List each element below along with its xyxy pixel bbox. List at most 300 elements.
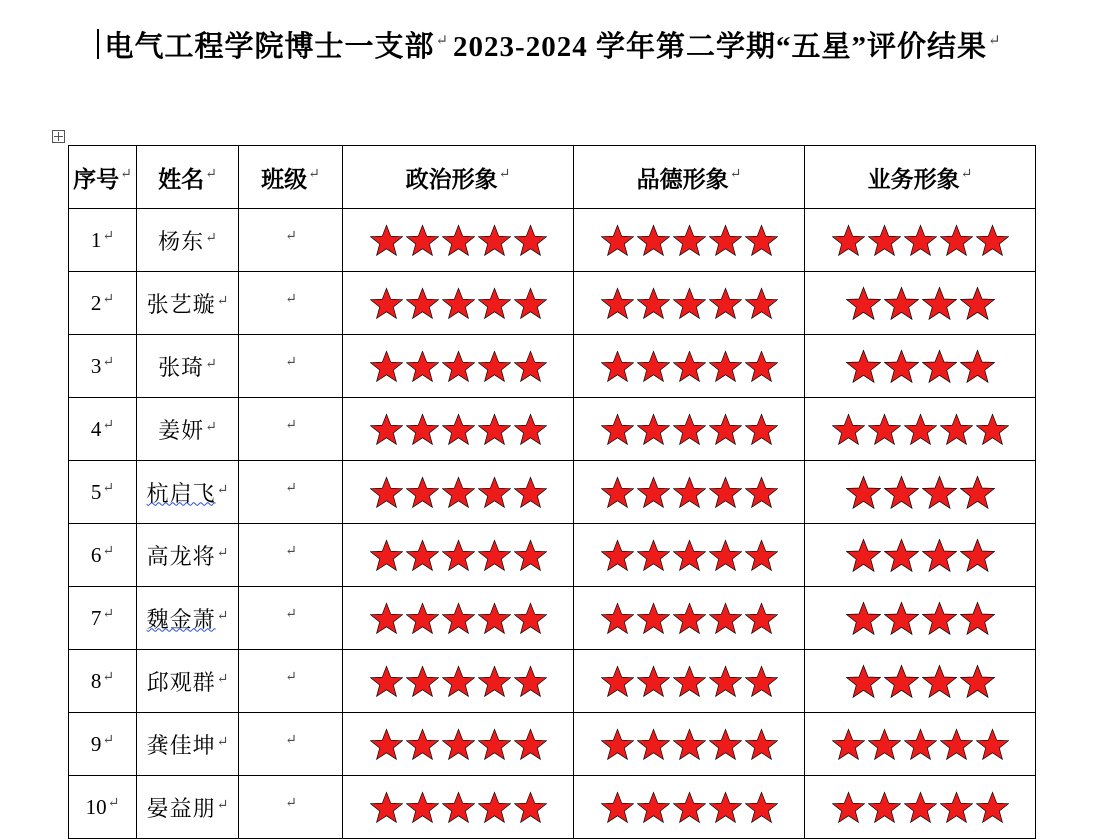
star-icon [976,413,1009,446]
star-icon [601,665,634,698]
table-row [69,713,1036,776]
evaluation-table-wrapper [68,145,1036,839]
column-header-name-label: 姓名 [158,166,205,192]
star-icon [884,664,919,699]
paragraph-mark-icon: ↵ [216,798,229,814]
paragraph-mark-icon: ↵ [216,294,229,310]
cell-business [805,398,1036,461]
column-header-index-label: 序号 [73,166,120,192]
star-icon [442,539,475,572]
paragraph-mark-icon: ↵ [960,166,973,182]
star-icon [960,349,995,384]
document-title-text-2: 2023-2024 学年第二学期“五星”评价结果 [453,31,987,63]
star-icon [884,349,919,384]
star-icon [904,791,937,824]
paragraph-mark-icon: ↵ [729,166,742,182]
row-index-value: 3 [90,353,102,378]
cell-index [69,272,137,335]
paragraph-mark-icon: ↵ [102,733,115,749]
star-icon [745,602,778,635]
star-icon [745,476,778,509]
cell-index [69,650,137,713]
column-header-name [137,146,239,209]
politics-star-rating [343,350,573,383]
politics-star-rating [343,476,573,509]
star-icon [940,728,973,761]
star-icon [514,665,547,698]
politics-star-rating [343,413,573,446]
cell-class [239,524,343,587]
paragraph-mark-icon: ↵ [498,166,511,182]
star-icon [904,224,937,257]
cell-index [69,524,137,587]
evaluation-table [68,145,1036,839]
table-row [69,461,1036,524]
star-icon [442,476,475,509]
row-name-value: 晏益朋 [146,795,216,821]
table-body [69,209,1036,839]
cell-morality [574,776,805,839]
cell-class [239,776,343,839]
star-icon [922,538,957,573]
star-icon [370,350,403,383]
cell-class [239,650,343,713]
paragraph-mark-icon: ↵ [216,735,229,751]
paragraph-mark-icon: ↵ [285,418,297,434]
cell-morality [574,713,805,776]
star-icon [637,602,670,635]
row-name-value: 邱观群 [146,669,216,695]
paragraph-mark-icon: ↵ [205,231,217,247]
paragraph-mark-icon: ↵ [285,355,297,371]
star-icon [745,665,778,698]
cell-morality [574,524,805,587]
paragraph-mark-icon: ↵ [102,355,115,371]
star-icon [673,476,706,509]
business-star-rating [805,791,1035,824]
cell-class [239,335,343,398]
star-icon [884,475,919,510]
paragraph-mark-icon: ↵ [102,229,115,245]
star-icon [960,475,995,510]
star-icon [846,475,881,510]
star-icon [370,602,403,635]
star-icon [868,791,901,824]
paragraph-mark-icon: ↵ [102,544,115,560]
star-icon [478,665,511,698]
cell-business [805,650,1036,713]
star-icon [370,665,403,698]
cell-politics [343,650,574,713]
star-icon [442,287,475,320]
cell-index [69,713,137,776]
politics-star-rating [343,287,573,320]
star-icon [832,728,865,761]
star-icon [884,601,919,636]
star-icon [745,287,778,320]
row-index-value: 10 [85,794,107,819]
cell-class [239,272,343,335]
star-icon [442,791,475,824]
star-icon [637,791,670,824]
star-icon [960,664,995,699]
star-icon [370,224,403,257]
star-icon [709,665,742,698]
morality-star-rating [574,287,804,320]
paragraph-mark-icon: ↵ [285,670,297,686]
cell-index [69,587,137,650]
star-icon [478,602,511,635]
star-icon [478,413,511,446]
star-icon [370,728,403,761]
cell-index [69,776,137,839]
cell-index [69,335,137,398]
business-star-rating [805,538,1035,573]
star-icon [922,349,957,384]
star-icon [745,350,778,383]
table-row [69,776,1036,839]
star-icon [960,286,995,321]
row-index-value: 8 [90,668,102,693]
star-icon [514,602,547,635]
column-header-politics [343,146,574,209]
star-icon [709,791,742,824]
star-icon [478,476,511,509]
paragraph-mark-icon: ↵ [285,544,297,560]
cell-index [69,461,137,524]
column-header-morality-label: 品德形象 [636,166,729,192]
star-icon [637,665,670,698]
star-icon [601,728,634,761]
politics-star-rating [343,665,573,698]
row-index-value: 6 [90,542,102,567]
paragraph-mark-icon: ↵ [102,607,115,623]
cell-morality [574,209,805,272]
star-icon [601,476,634,509]
star-icon [832,413,865,446]
star-icon [709,413,742,446]
cell-name [137,776,239,839]
star-icon [442,602,475,635]
star-icon [406,539,439,572]
star-icon [514,539,547,572]
paragraph-mark-icon: ↵ [216,546,229,562]
cell-politics [343,461,574,524]
star-icon [673,287,706,320]
cell-politics [343,335,574,398]
star-icon [370,791,403,824]
cell-politics [343,776,574,839]
star-icon [922,286,957,321]
star-icon [745,224,778,257]
star-icon [514,224,547,257]
star-icon [922,664,957,699]
cell-class [239,713,343,776]
cell-name [137,713,239,776]
star-icon [960,601,995,636]
table-row [69,272,1036,335]
cell-morality [574,335,805,398]
star-icon [940,224,973,257]
row-index-value: 2 [90,290,102,315]
star-icon [673,665,706,698]
star-icon [709,728,742,761]
paragraph-mark-icon: ↵ [987,33,1002,50]
star-icon [406,602,439,635]
star-icon [745,791,778,824]
star-icon [922,475,957,510]
star-icon [745,728,778,761]
business-star-rating [805,224,1035,257]
star-icon [442,665,475,698]
row-index-value: 4 [90,416,102,441]
star-icon [884,286,919,321]
star-icon [637,350,670,383]
business-star-rating [805,601,1035,636]
cell-class [239,461,343,524]
star-icon [904,413,937,446]
star-icon [745,539,778,572]
star-icon [745,413,778,446]
cell-name [137,272,239,335]
cell-morality [574,272,805,335]
row-name-value: 姜妍 [158,417,205,443]
paragraph-mark-icon: ↵ [285,292,297,308]
star-icon [846,601,881,636]
cell-name [137,335,239,398]
star-icon [478,791,511,824]
paragraph-mark-icon: ↵ [102,418,115,434]
star-icon [709,539,742,572]
star-icon [976,728,1009,761]
morality-star-rating [574,350,804,383]
cell-name [137,650,239,713]
cell-business [805,524,1036,587]
star-icon [478,287,511,320]
cell-business [805,209,1036,272]
paragraph-mark-icon: ↵ [435,33,450,50]
star-icon [868,728,901,761]
cell-name [137,461,239,524]
star-icon [976,224,1009,257]
cell-business [805,776,1036,839]
star-icon [940,791,973,824]
cell-politics [343,713,574,776]
paragraph-mark-icon: ↵ [102,292,115,308]
star-icon [370,413,403,446]
paragraph-mark-icon: ↵ [285,607,297,623]
star-icon [514,350,547,383]
paragraph-mark-icon: ↵ [308,166,320,182]
paragraph-mark-icon: ↵ [285,229,297,245]
cell-politics [343,209,574,272]
business-star-rating [805,475,1035,510]
cell-index [69,209,137,272]
star-icon [904,728,937,761]
star-icon [514,413,547,446]
row-name-value: 高龙将 [146,543,216,569]
politics-star-rating [343,791,573,824]
morality-star-rating [574,224,804,257]
star-icon [601,413,634,446]
star-icon [960,538,995,573]
star-icon [846,538,881,573]
row-name-value: 龚佳坤 [146,732,216,758]
star-icon [884,538,919,573]
star-icon [406,791,439,824]
star-icon [846,349,881,384]
star-icon [637,728,670,761]
paragraph-mark-icon: ↵ [102,481,115,497]
paragraph-mark-icon: ↵ [216,672,229,688]
table-row [69,209,1036,272]
star-icon [922,601,957,636]
table-row [69,335,1036,398]
star-icon [406,224,439,257]
column-header-politics-label: 政治形象 [405,166,498,192]
cell-name [137,398,239,461]
cell-politics [343,272,574,335]
star-icon [601,539,634,572]
paragraph-mark-icon: ↵ [285,481,297,497]
table-header [69,146,1036,209]
star-icon [406,287,439,320]
politics-star-rating [343,539,573,572]
paragraph-mark-icon: ↵ [285,733,297,749]
paragraph-mark-icon: ↵ [107,796,120,812]
cell-business [805,335,1036,398]
star-icon [832,224,865,257]
star-icon [442,350,475,383]
star-icon [514,728,547,761]
row-name-value: 张琦 [158,354,205,380]
star-icon [406,476,439,509]
star-icon [673,224,706,257]
table-move-handle-icon[interactable] [52,130,65,143]
paragraph-mark-icon: ↵ [205,166,217,182]
paragraph-mark-icon: ↵ [205,357,217,373]
cell-politics [343,398,574,461]
cell-index [69,398,137,461]
star-icon [514,476,547,509]
row-name-value: 魏金萧 [146,606,216,632]
star-icon [406,350,439,383]
business-star-rating [805,728,1035,761]
cell-class [239,587,343,650]
star-icon [601,791,634,824]
star-icon [478,224,511,257]
cell-name [137,524,239,587]
cell-business [805,713,1036,776]
column-header-class [239,146,343,209]
star-icon [868,224,901,257]
star-icon [601,287,634,320]
star-icon [709,476,742,509]
star-icon [514,791,547,824]
document-title-line-2 [453,26,1002,70]
star-icon [940,413,973,446]
table-row [69,524,1036,587]
star-icon [673,728,706,761]
table-header-row [69,146,1036,209]
table-row [69,398,1036,461]
star-icon [846,286,881,321]
star-icon [673,413,706,446]
row-index-value: 5 [90,479,102,504]
paragraph-mark-icon: ↵ [205,420,217,436]
star-icon [637,287,670,320]
morality-star-rating [574,665,804,698]
column-header-class-label: 班级 [261,166,308,192]
star-icon [406,413,439,446]
cell-name [137,209,239,272]
star-icon [478,728,511,761]
row-index-value: 1 [90,227,102,252]
politics-star-rating [343,224,573,257]
star-icon [637,413,670,446]
cell-morality [574,587,805,650]
cell-business [805,461,1036,524]
star-icon [709,350,742,383]
document-title-text-1: 电气工程学院博士一支部 [104,31,435,63]
star-icon [673,602,706,635]
star-icon [442,413,475,446]
row-name-value: 张艺璇 [146,291,216,317]
star-icon [370,476,403,509]
cell-politics [343,587,574,650]
row-name-value: 杭启飞 [146,480,216,506]
star-icon [637,224,670,257]
star-icon [442,728,475,761]
paragraph-mark-icon: ↵ [102,670,115,686]
star-icon [673,791,706,824]
star-icon [709,602,742,635]
star-icon [478,350,511,383]
paragraph-mark-icon: ↵ [120,166,132,182]
star-icon [709,287,742,320]
cell-class [239,398,343,461]
document-title-line-1 [104,26,449,70]
cell-morality [574,398,805,461]
paragraph-mark-icon: ↵ [216,483,229,499]
star-icon [637,539,670,572]
business-star-rating [805,664,1035,699]
cell-name [137,587,239,650]
star-icon [514,287,547,320]
star-icon [832,791,865,824]
politics-star-rating [343,728,573,761]
column-header-business [805,146,1036,209]
cell-business [805,272,1036,335]
star-icon [370,539,403,572]
morality-star-rating [574,476,804,509]
text-cursor [97,29,99,59]
row-index-value: 7 [90,605,102,630]
document-title-block [0,0,1106,70]
row-name-value: 杨东 [158,228,205,254]
star-icon [976,791,1009,824]
star-icon [637,476,670,509]
paragraph-mark-icon: ↵ [216,609,229,625]
politics-star-rating [343,602,573,635]
star-icon [370,287,403,320]
star-icon [601,224,634,257]
star-icon [442,224,475,257]
morality-star-rating [574,791,804,824]
column-header-business-label: 业务形象 [867,166,960,192]
star-icon [868,413,901,446]
morality-star-rating [574,728,804,761]
